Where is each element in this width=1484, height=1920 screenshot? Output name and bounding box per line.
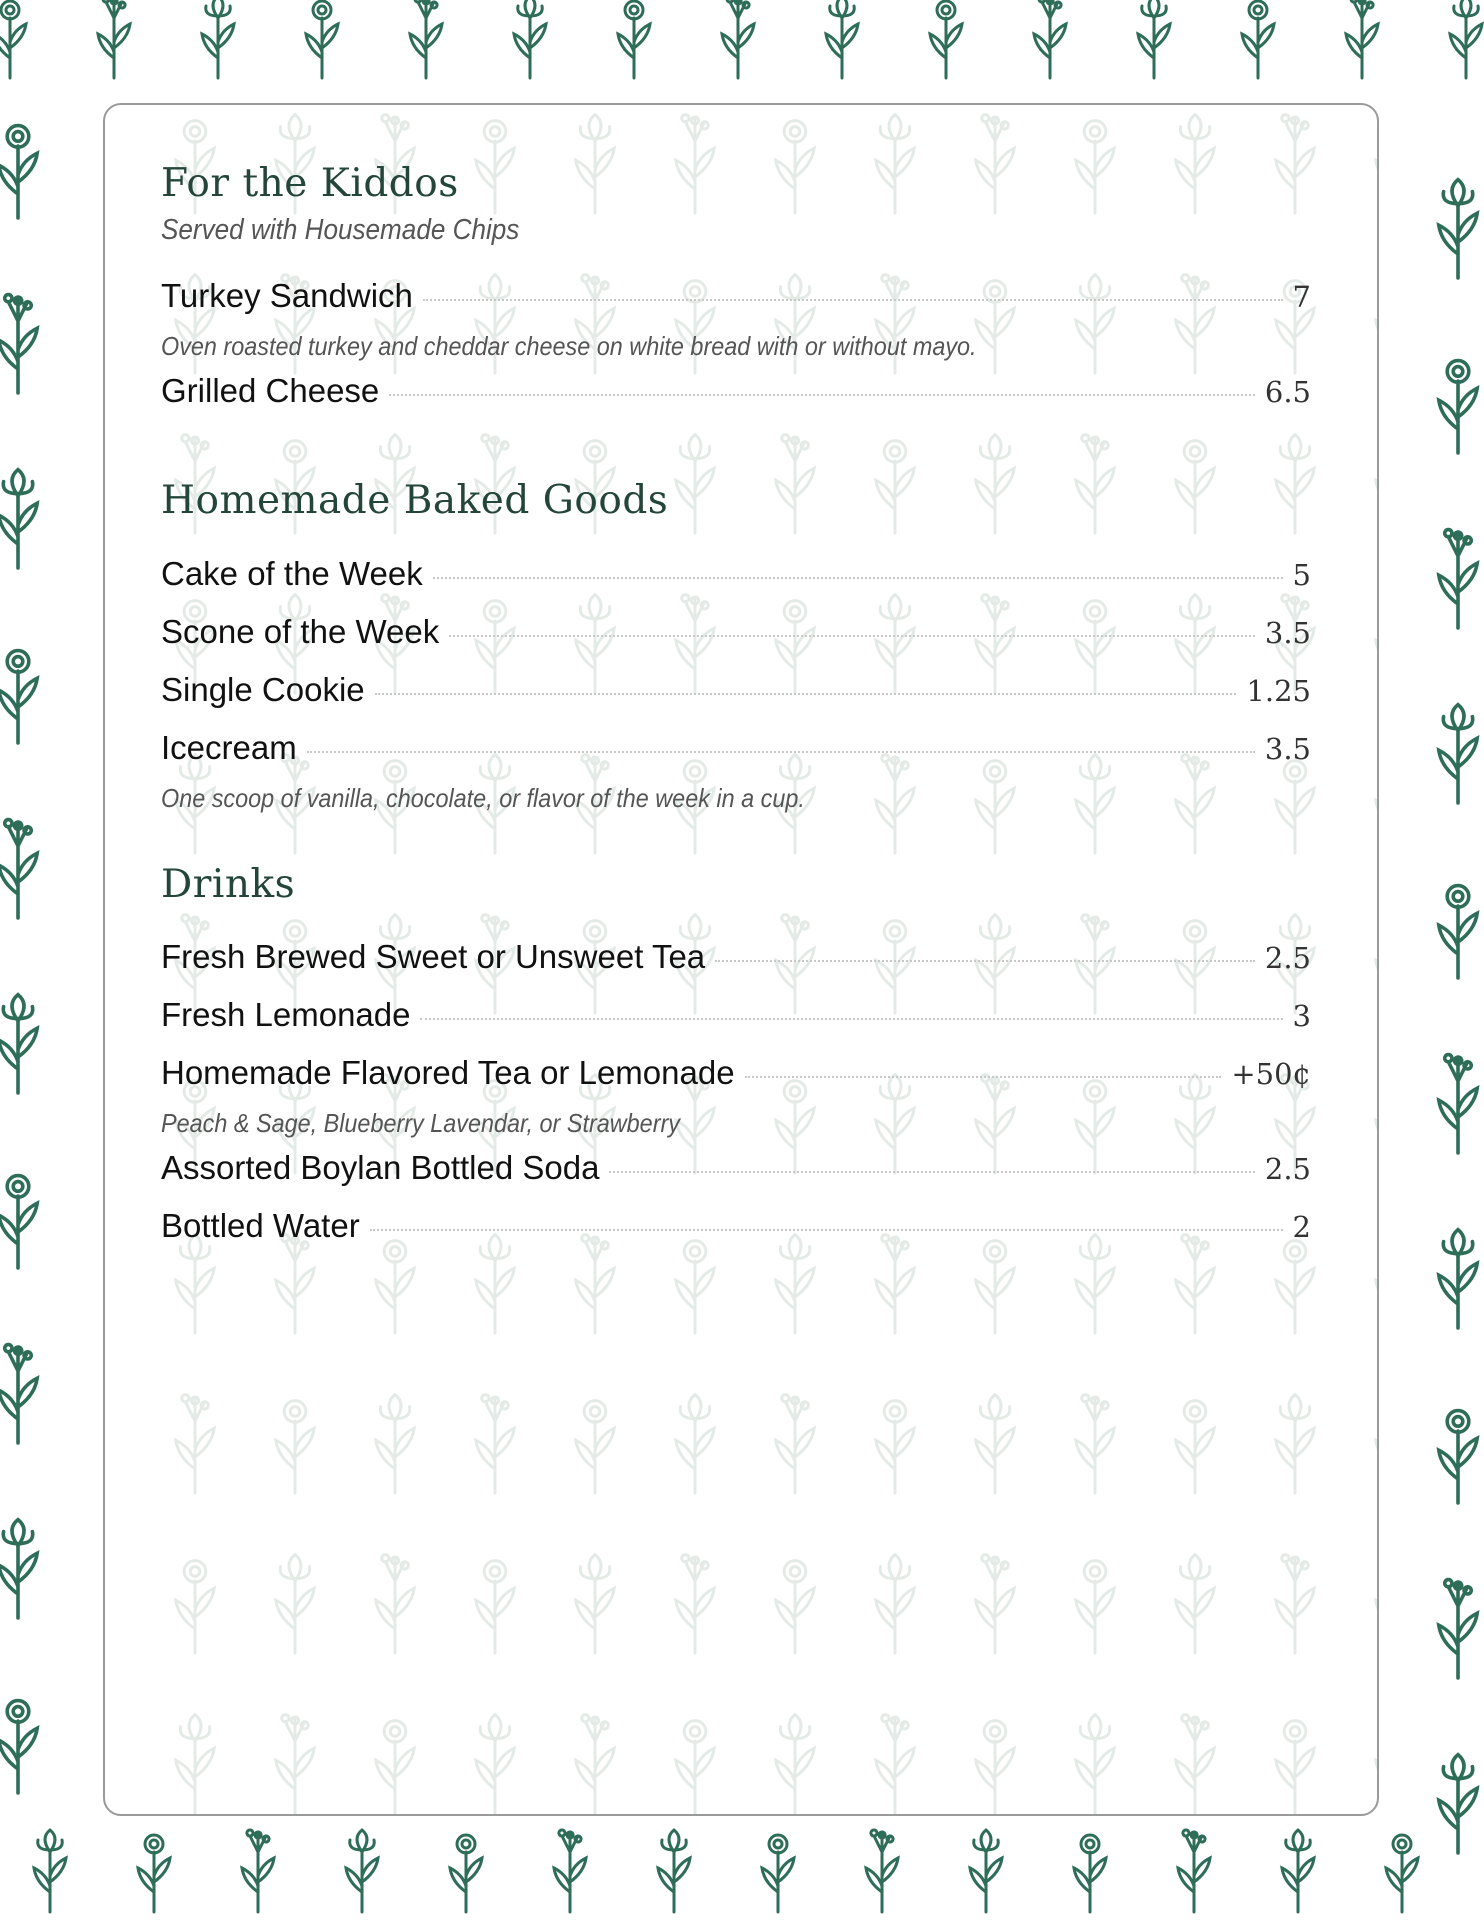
flower-icon xyxy=(0,1176,37,1268)
flower-icon xyxy=(1439,1580,1477,1678)
flower-icon xyxy=(876,1715,914,1813)
menu-item-price: 7 xyxy=(1292,279,1311,314)
flower-icon xyxy=(876,1555,914,1653)
flower-icon xyxy=(176,1395,214,1493)
menu-section xyxy=(161,862,1311,1266)
flower-icon xyxy=(514,0,546,78)
flower-icon xyxy=(1376,1081,1379,1173)
flower-icon xyxy=(1439,1411,1477,1503)
flower-icon xyxy=(576,1715,614,1813)
flower-icon xyxy=(0,651,37,743)
flower-icon xyxy=(1376,755,1379,853)
flower-icon xyxy=(826,0,858,78)
dotted-leader xyxy=(375,693,1237,695)
flower-icon xyxy=(202,0,234,78)
menu-item-name: Assorted Boylan Bottled Soda xyxy=(161,1149,600,1187)
menu-item-price: 1.25 xyxy=(1246,673,1311,708)
menu-item-description: Oven roasted turkey and cheddar cheese on white bread with or without mayo. xyxy=(161,330,977,361)
flower-icon xyxy=(376,1395,414,1493)
flower-icon xyxy=(276,1401,314,1493)
dotted-leader xyxy=(420,1018,1282,1020)
flower-icon xyxy=(1450,0,1482,78)
flower-icon xyxy=(1138,0,1170,78)
flower-icon xyxy=(1376,601,1379,693)
dotted-leader xyxy=(433,577,1283,579)
flower-icon xyxy=(0,1345,37,1443)
menu-content xyxy=(161,161,1311,1313)
section-title: Homemade Baked Goods xyxy=(161,477,669,523)
flower-icon xyxy=(676,1555,714,1653)
flower-icon xyxy=(1439,361,1477,453)
flower-icon xyxy=(376,1721,414,1813)
menu-item-name: Cake of the Week xyxy=(161,554,423,592)
flower-icon xyxy=(930,1,962,78)
menu-item xyxy=(161,1149,1311,1207)
menu-item xyxy=(161,671,1311,729)
flower-icon xyxy=(1376,1235,1379,1333)
flower-icon xyxy=(1376,915,1379,1013)
flower-icon xyxy=(450,1835,482,1912)
menu-item xyxy=(161,729,1311,787)
menu-item xyxy=(161,372,1311,430)
menu-item xyxy=(161,938,1311,996)
flower-icon xyxy=(98,0,130,78)
flower-icon xyxy=(776,1395,814,1493)
flower-icon xyxy=(34,1830,66,1912)
flower-icon xyxy=(576,1401,614,1493)
flower-icon xyxy=(762,1835,794,1912)
menu-item xyxy=(161,555,1311,613)
dotted-leader xyxy=(423,299,1283,301)
menu-item-name: Fresh Brewed Sweet or Unsweet Tea xyxy=(161,938,706,976)
flower-icon xyxy=(0,995,37,1093)
flower-icon xyxy=(1439,1230,1477,1328)
flower-icon xyxy=(658,1830,690,1912)
menu-item-price: 6.5 xyxy=(1264,374,1311,409)
menu-item-name: Turkey Sandwich xyxy=(161,276,413,314)
flower-icon xyxy=(376,1555,414,1653)
flower-icon xyxy=(1376,435,1379,533)
flower-icon xyxy=(1376,1395,1379,1493)
dotted-leader xyxy=(449,635,1255,637)
menu-item xyxy=(161,613,1311,671)
dotted-leader xyxy=(389,394,1255,396)
flower-icon xyxy=(0,1701,37,1793)
menu-item xyxy=(161,996,1311,1054)
menu-panel xyxy=(103,103,1379,1816)
menu-item xyxy=(161,277,1311,335)
section-title: For the Kiddos xyxy=(161,161,459,206)
flower-icon xyxy=(0,1520,37,1618)
flower-icon xyxy=(866,1830,898,1912)
flower-icon xyxy=(1076,1715,1114,1813)
flower-icon xyxy=(1176,1401,1214,1493)
section-title: Drinks xyxy=(161,861,296,907)
flower-icon xyxy=(346,1830,378,1912)
flower-icon xyxy=(276,1715,314,1813)
section-subtitle: Served with Housemade Chips xyxy=(161,213,520,246)
menu-section xyxy=(161,161,1311,430)
flower-icon xyxy=(410,0,442,78)
flower-icon xyxy=(1376,121,1379,213)
flower-icon xyxy=(1439,180,1477,278)
menu-item-price: 3.5 xyxy=(1264,615,1311,650)
flower-icon xyxy=(176,1561,214,1653)
flower-icon xyxy=(1276,1395,1314,1493)
flower-icon xyxy=(876,1401,914,1493)
flower-icon xyxy=(0,1,26,78)
menu-item-list xyxy=(161,277,1311,430)
flower-icon xyxy=(1376,1561,1379,1653)
flower-icon xyxy=(0,126,37,218)
flower-icon xyxy=(1439,1055,1477,1153)
menu-item-name: Icecream xyxy=(161,728,297,766)
flower-icon xyxy=(1076,1395,1114,1493)
flower-icon xyxy=(1439,1755,1477,1853)
menu-item-name: Bottled Water xyxy=(161,1207,360,1245)
flower-icon xyxy=(1439,705,1477,803)
flower-icon xyxy=(554,1830,586,1912)
flower-icon xyxy=(242,1830,274,1912)
flower-icon xyxy=(1076,1561,1114,1653)
flower-icon xyxy=(970,1830,1002,1912)
menu-item-price: 2.5 xyxy=(1264,941,1311,976)
flower-icon xyxy=(0,295,37,393)
flower-icon xyxy=(1276,1555,1314,1653)
flower-icon xyxy=(1242,1,1274,78)
flower-icon xyxy=(476,1395,514,1493)
flower-icon xyxy=(1439,886,1477,978)
flower-icon xyxy=(676,1721,714,1813)
flower-icon xyxy=(276,1555,314,1653)
menu-section xyxy=(161,478,1311,814)
menu-item-price: 5 xyxy=(1292,557,1311,592)
menu-item-name: Fresh Lemonade xyxy=(161,996,411,1034)
flower-icon xyxy=(1376,275,1379,373)
flower-icon xyxy=(976,1721,1014,1813)
flower-icon xyxy=(976,1555,1014,1653)
dotted-leader xyxy=(307,751,1255,753)
flower-icon xyxy=(1386,1835,1418,1912)
flower-icon xyxy=(776,1561,814,1653)
flower-icon xyxy=(1034,0,1066,78)
flower-icon xyxy=(476,1561,514,1653)
flower-icon xyxy=(1346,0,1378,78)
menu-item xyxy=(161,1054,1311,1112)
menu-item xyxy=(161,1207,1311,1265)
flower-icon xyxy=(1439,530,1477,628)
flower-icon xyxy=(676,1395,714,1493)
flower-icon xyxy=(1282,1830,1314,1912)
flower-icon xyxy=(1176,1555,1214,1653)
flower-icon xyxy=(306,1,338,78)
menu-item-description: One scoop of vanilla, chocolate, or flavor of the week in a cup. xyxy=(161,782,805,813)
menu-item-name: Grilled Cheese xyxy=(161,371,380,409)
flower-icon xyxy=(1276,1721,1314,1813)
menu-item-name: Homemade Flavored Tea or Lemonade xyxy=(161,1054,735,1092)
menu-item-price: 3.5 xyxy=(1264,731,1311,766)
menu-item-name: Single Cookie xyxy=(161,670,365,708)
dotted-leader xyxy=(745,1076,1222,1078)
flower-icon xyxy=(0,470,37,568)
menu-item-price: 2 xyxy=(1292,1210,1311,1245)
flower-icon xyxy=(776,1715,814,1813)
flower-icon xyxy=(0,820,37,918)
flower-icon xyxy=(722,0,754,78)
flower-icon xyxy=(618,1,650,78)
flower-icon xyxy=(138,1835,170,1912)
flower-icon xyxy=(1176,1715,1214,1813)
flower-icon xyxy=(576,1555,614,1653)
dotted-leader xyxy=(715,960,1255,962)
menu-item-list xyxy=(161,555,1311,814)
menu-item-price: +50¢ xyxy=(1231,1057,1311,1092)
menu-item-price: 2.5 xyxy=(1264,1152,1311,1187)
menu-item-name: Scone of the Week xyxy=(161,612,440,650)
menu-item-price: 3 xyxy=(1292,999,1311,1034)
flower-icon xyxy=(476,1715,514,1813)
menu-item-list xyxy=(161,938,1311,1265)
flower-icon xyxy=(1376,1715,1379,1813)
flower-icon xyxy=(176,1715,214,1813)
menu-item-description: Peach & Sage, Blueberry Lavendar, or Strawberry xyxy=(161,1108,680,1139)
flower-icon xyxy=(1178,1830,1210,1912)
flower-icon xyxy=(976,1395,1014,1493)
dotted-leader xyxy=(370,1229,1283,1231)
flower-icon xyxy=(1074,1835,1106,1912)
dotted-leader xyxy=(609,1171,1254,1173)
